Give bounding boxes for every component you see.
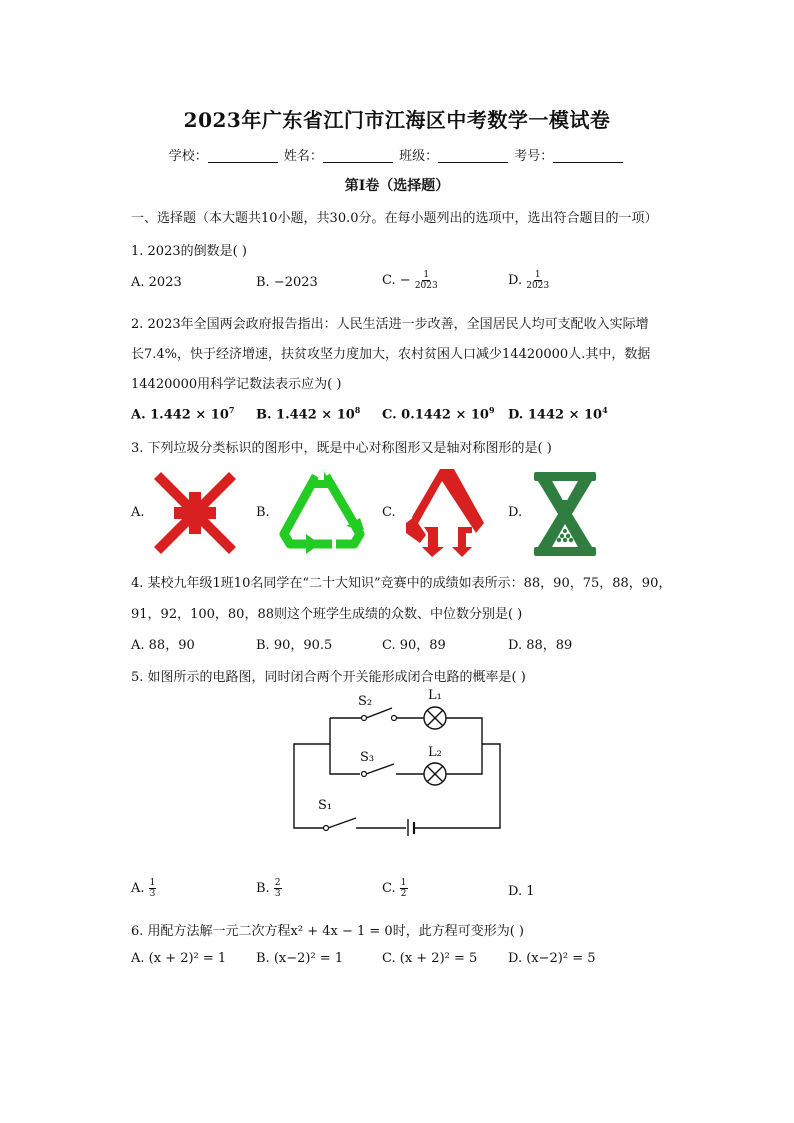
- q5-option-a: [131, 878, 156, 899]
- green-recycle-icon: [276, 468, 368, 554]
- q2-option-a-text: A. 1.442 × 10: [131, 407, 229, 423]
- denominator: 2023: [414, 281, 438, 291]
- q1-option-c-label: C.: [382, 273, 396, 288]
- numerator: 1: [534, 270, 541, 280]
- q2-option-b-text: B. 1.442 × 10: [256, 407, 355, 423]
- numerator: 1: [400, 878, 407, 888]
- q2-option-c: [382, 405, 495, 422]
- q1-option-c-sign: −: [399, 273, 411, 288]
- q5-option-a-label: A.: [131, 881, 145, 896]
- question-2-line-1: 2. 2023年全国两会政府报告指出：人民生活进一步改善，全国居民人均可支配收入实际增: [131, 317, 649, 332]
- question-4-line-2: 91，92，100，80，88则这个班学生成绩的众数、中位数分别是( ): [131, 607, 523, 622]
- q2-option-a: [131, 405, 234, 422]
- q5-option-d: D. 1: [508, 884, 535, 899]
- switch-s3-label: S₃: [360, 750, 375, 765]
- q6-option-c: C. (x + 2)² = 5: [382, 951, 478, 966]
- school-label: 学校：: [168, 149, 208, 164]
- q3-option-d-label: D.: [508, 505, 523, 520]
- exam-no-blank: [553, 149, 623, 163]
- numerator: 1: [423, 270, 430, 280]
- q5-option-c-label: C.: [382, 881, 396, 896]
- q1-option-c: [382, 270, 438, 291]
- question-4-line-1: 4. 某校九年级1班10名同学在“二十大知识”竞赛中的成绩如表所示：88，90，75，88，90，: [131, 576, 672, 591]
- denominator: 3: [149, 889, 156, 899]
- question-2-line-2: 长7.4%，快于经济增速，扶贫攻坚力度加大，农村贫困人口减少14420000人.其中，数据: [131, 347, 651, 362]
- exponent: 4: [602, 405, 608, 415]
- class-label: 班级：: [399, 149, 439, 164]
- q4-option-d: D. 88，89: [508, 638, 573, 653]
- exam-no-label: 考号：: [514, 149, 554, 164]
- name-blank: [323, 149, 393, 163]
- denominator: 2: [400, 889, 407, 899]
- red-recycle-icon: [402, 467, 486, 557]
- page-title: 2023年广东省江门市江海区中考数学一模试卷: [183, 108, 611, 132]
- q1-option-d: [508, 270, 549, 291]
- exponent: 8: [354, 405, 361, 415]
- q1-option-b: B. −2023: [256, 275, 318, 290]
- question-5-stem: 5. 如图所示的电路图，同时闭合两个开关能形成闭合电路的概率是( ): [131, 670, 526, 685]
- q3-option-a-label: A.: [131, 505, 145, 520]
- q5-option-a-fraction: [149, 878, 157, 899]
- lamp-l2-label: L₂: [428, 745, 442, 760]
- q1-option-d-label: D.: [508, 273, 523, 288]
- q1-option-d-fraction: [526, 270, 549, 291]
- q1-option-c-fraction: [415, 270, 438, 291]
- q2-option-c-text: C. 0.1442 × 10: [382, 407, 489, 423]
- q5-option-b-label: B.: [256, 881, 270, 896]
- green-hourglass-icon: [532, 470, 598, 558]
- question-2-line-3: 14420000用科学记数法表示应为( ): [131, 377, 342, 392]
- denominator: 3: [274, 889, 281, 899]
- section-heading: 第Ⅰ卷（选择题）: [344, 178, 450, 194]
- red-inward-arrows-icon: [152, 470, 238, 556]
- q2-option-d: [508, 405, 608, 422]
- q6-option-d: D. (x−2)² = 5: [508, 951, 596, 966]
- q5-option-b-fraction: [274, 878, 282, 899]
- q4-option-c: C. 90，89: [382, 638, 446, 653]
- lamp-l1-label: L₁: [428, 688, 442, 703]
- q4-option-a: A. 88，90: [131, 638, 195, 653]
- q6-option-a: A. (x + 2)² = 1: [131, 951, 227, 966]
- q2-option-d-text: D. 1442 × 10: [508, 407, 603, 423]
- question-6-stem: 6. 用配方法解一元二次方程x² + 4x − 1 = 0时，此方程可变形为( ): [131, 924, 524, 939]
- q1-option-a: A. 2023: [131, 275, 182, 290]
- class-blank: [438, 149, 508, 163]
- switch-s2-label: S₂: [358, 694, 373, 709]
- school-blank: [208, 149, 278, 163]
- q4-option-b: B. 90，90.5: [256, 638, 333, 653]
- q3-option-c-label: C.: [382, 505, 396, 520]
- question-3-stem: 3. 下列垃圾分类标识的图形中，既是中心对称图形又是轴对称图形的是( ): [131, 441, 552, 456]
- exponent: 7: [228, 405, 235, 415]
- exponent: 9: [488, 405, 495, 415]
- part1-instructions: 一、选择题（本大题共10小题，共30.0分。在每小题列出的选项中，选出符合题目的一项）: [131, 211, 658, 226]
- switch-s1-label: S₁: [318, 798, 333, 813]
- circuit-diagram: [290, 688, 510, 836]
- student-info-line: [0, 145, 794, 164]
- q2-option-b: [256, 405, 360, 422]
- q5-option-c-fraction: [400, 878, 408, 899]
- q5-option-c: [382, 878, 408, 899]
- q3-option-b-label: B.: [256, 505, 270, 520]
- q5-option-b: [256, 878, 282, 899]
- name-label: 姓名：: [283, 149, 323, 164]
- numerator: 2: [274, 878, 281, 888]
- denominator: 2023: [526, 281, 550, 291]
- numerator: 1: [149, 878, 156, 888]
- question-1-stem: 1. 2023的倒数是( ): [131, 244, 247, 259]
- q6-option-b: B. (x−2)² = 1: [256, 951, 344, 966]
